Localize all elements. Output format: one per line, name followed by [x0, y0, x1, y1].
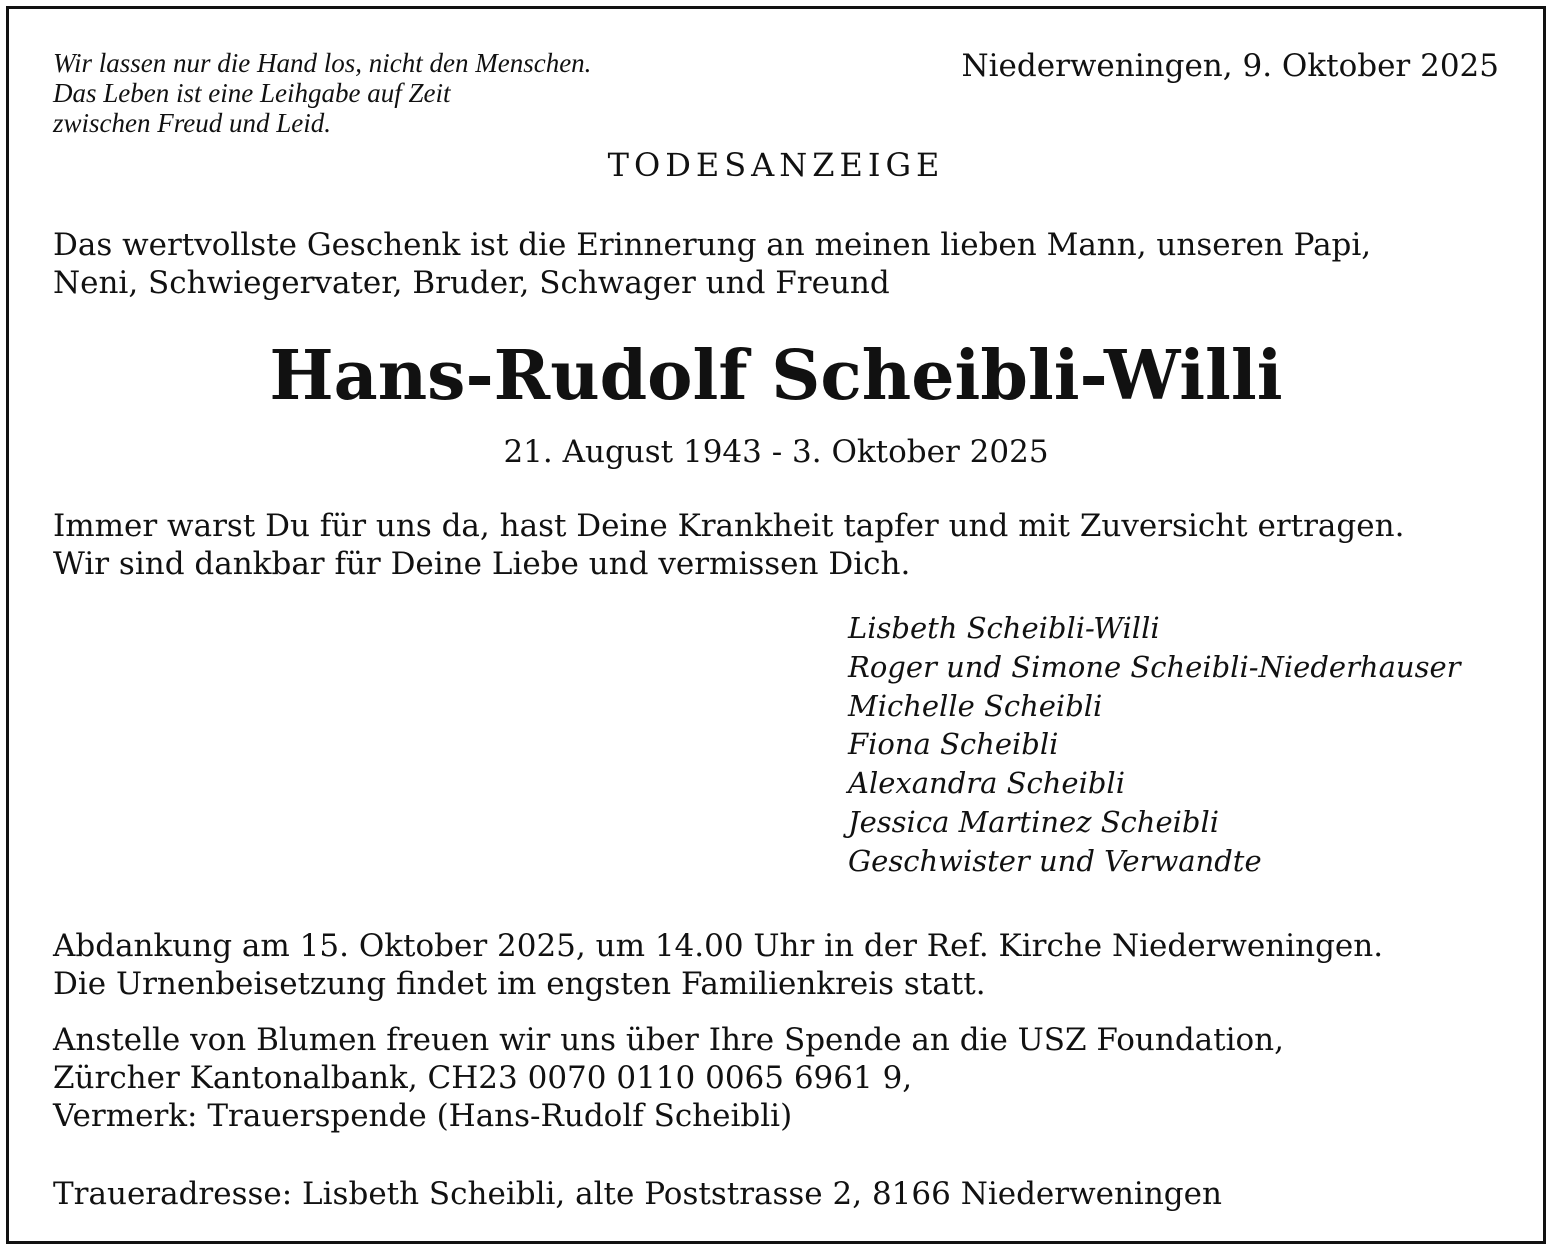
- notice-heading: TODESANZEIGE: [607, 146, 945, 184]
- service-line: Abdankung am 15. Oktober 2025, um 14.00 Uhr in der Ref. Kirche Niederweningen.: [53, 928, 1384, 964]
- mourner-name: Fiona Scheibli: [848, 727, 1059, 762]
- donation-line: Zürcher Kantonalbank, CH23 0070 0110 0065 6961 9,: [53, 1060, 913, 1096]
- mourner-name: Michelle Scheibli: [848, 688, 1103, 723]
- tribute-line: Wir sind dankbar für Deine Liebe und vermissen Dich.: [53, 546, 911, 582]
- donation-line: Anstelle von Blumen freuen wir uns über Ihre Spende an die USZ Foundation,: [53, 1022, 1284, 1058]
- service-line: Die Urnenbeisetzung findet im engsten Familienkreis statt.: [53, 966, 986, 1002]
- motto-quote: [53, 48, 591, 138]
- mourner-name: Lisbeth Scheibli-Willi: [848, 611, 1160, 645]
- deceased-name: Hans-Rudolf Scheibli-Willi: [269, 336, 1283, 416]
- mourner-name: Geschwister und Verwandte: [848, 843, 1262, 878]
- mourners-list: [848, 609, 1460, 881]
- donation-line: Vermerk: Trauerspende (Hans-Rudolf Scheibli): [53, 1098, 793, 1134]
- intro-line: Neni, Schwiegervater, Bruder, Schwager und Freund: [53, 265, 890, 301]
- mourning-address: Traueradresse: Lisbeth Scheibli, alte Poststrasse 2, 8166 Niederweningen: [53, 1176, 1222, 1212]
- intro-text: [53, 226, 1371, 302]
- mourner-name: Roger und Simone Scheibli-Niederhauser: [848, 649, 1461, 684]
- mourner-name: Jessica Martinez Scheibli: [848, 804, 1220, 839]
- service-info: [53, 927, 1383, 1003]
- donation-info: [53, 1021, 1284, 1135]
- mourner-name: Alexandra Scheibli: [848, 766, 1125, 801]
- life-dates: 21. August 1943 - 3. Oktober 2025: [503, 434, 1049, 470]
- place-date: Niederweningen, 9. Oktober 2025: [961, 48, 1499, 84]
- motto-line: Das Leben ist eine Leihgabe auf Zeit: [53, 78, 451, 108]
- tribute-text: [53, 507, 1404, 583]
- intro-line: Das wertvollste Geschenk ist die Erinnerung an meinen lieben Mann, unseren Papi,: [53, 227, 1372, 263]
- motto-line: zwischen Freud und Leid.: [53, 108, 331, 138]
- tribute-line: Immer warst Du für uns da, hast Deine Krankheit tapfer und mit Zuversicht ertragen.: [53, 508, 1405, 544]
- motto-line: Wir lassen nur die Hand los, nicht den Menschen.: [53, 48, 592, 78]
